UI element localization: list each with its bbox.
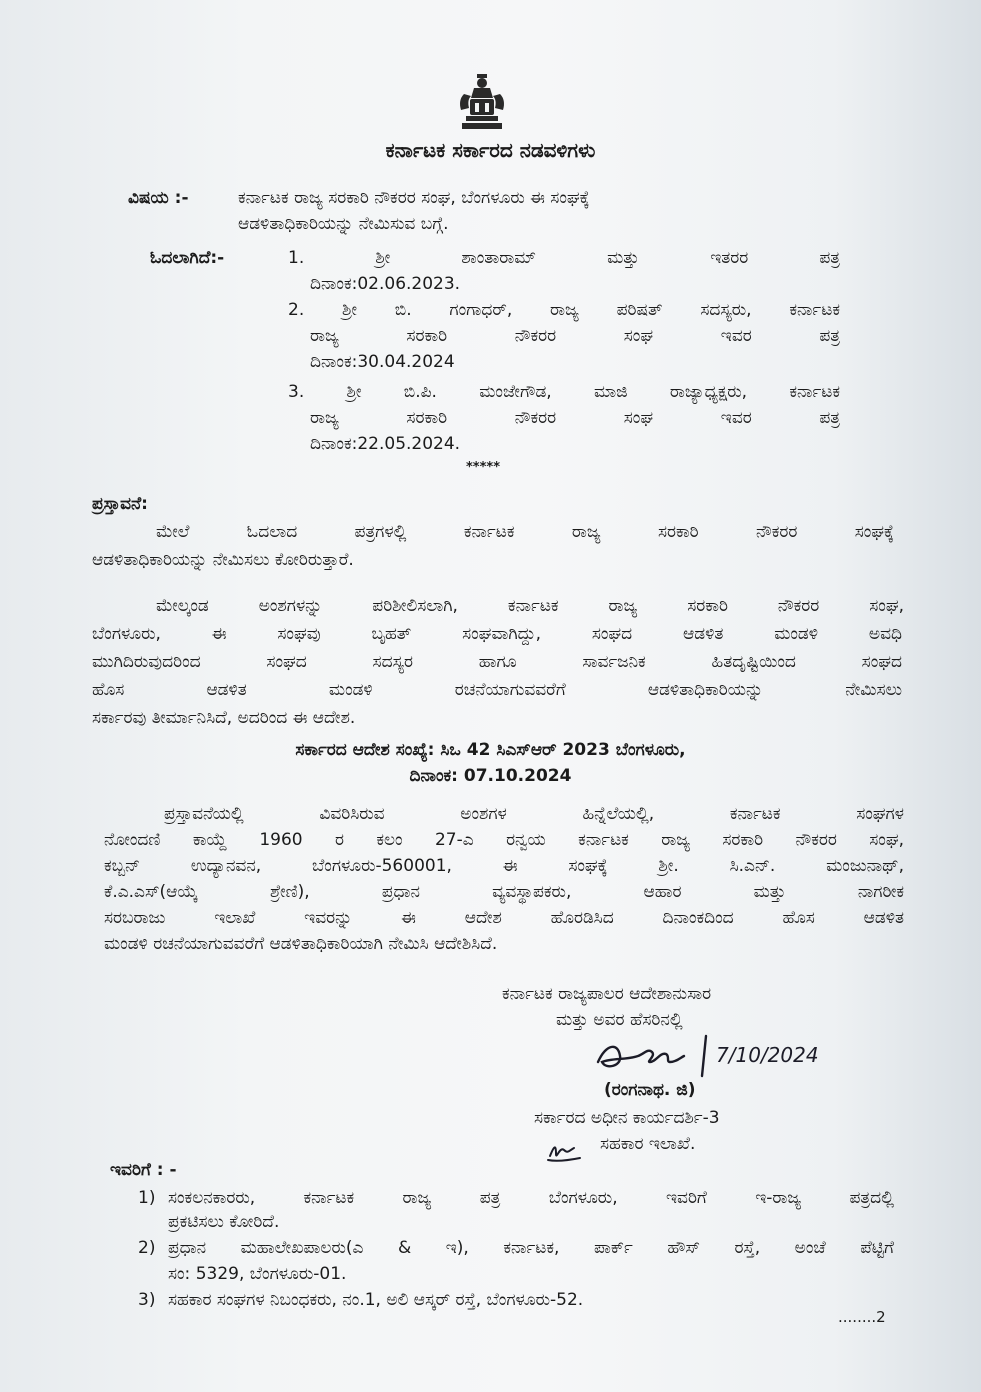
order-line: ನೋಂದಣಿ ಕಾಯ್ದೆ 1960 ರ ಕಲಂ 27-ಎ ರನ್ವಯ ಕರ್ನಾಟಕ ರಾಜ್ಯ ಸರಕಾರಿ ನೌಕರರ ಸಂಘ, — [104, 830, 904, 850]
order-number: ಸರ್ಕಾರದ ಆದೇಶ ಸಂಖ್ಯೆ: ಸಿಒ 42 ಸಿಎಸ್‌ಆರ್ 2023 ಬೆಂಗಳೂರು, — [295, 740, 686, 760]
reference-line: ರಾಜ್ಯ ಸರಕಾರಿ ನೌಕರರ ಸಂಘ ಇವರ ಪತ್ರ — [310, 408, 840, 428]
signatory-name: (ರಂಗನಾಥ. ಜಿ) — [604, 1080, 696, 1100]
preamble-line: ಹೊಸ ಆಡಳಿತ ಮಂಡಳಿ ರಚನೆಯಾಗುವವರೆಗೆ ಆಡಳಿತಾಧಿಕಾರಿಯನ್ನು ನೇಮಿಸಲು — [92, 680, 902, 700]
order-line: ಕಬ್ಬನ್ ಉದ್ಯಾನವನ, ಬೆಂಗಳೂರು-560001, ಈ ಸಂಘಕ್ಕೆ ಶ್ರೀ. ಸಿ.ಎನ್. ಮಂಜುನಾಥ್, — [104, 856, 904, 876]
preamble-line: ಮೇಲೆ ಓದಲಾದ ಪತ್ರಗಳಲ್ಲಿ ಕರ್ನಾಟಕ ರಾಜ್ಯ ಸರಕಾರಿ ನೌಕರರ ಸಂಘಕ್ಕೆ — [156, 522, 894, 542]
karnataka-emblem-icon — [452, 72, 512, 134]
preamble-heading: ಪ್ರಸ್ತಾವನೆ: — [92, 494, 148, 514]
recipient-line: ಸಂಕಲನಕಾರರು, ಕರ್ನಾಟಕ ರಾಜ್ಯ ಪತ್ರ ಬೆಂಗಳೂರು, ಇವರಿಗೆ ಇ-ರಾಜ್ಯ ಪತ್ರದಲ್ಲಿ — [168, 1188, 894, 1208]
handwritten-signature — [592, 1032, 832, 1080]
recipient-line: ಪ್ರಕಟಿಸಲು ಕೋರಿದೆ. — [168, 1212, 280, 1232]
subject-label: ವಿಷಯ :- — [128, 188, 189, 208]
preamble-line: ಮುಗಿದಿರುವುದರಿಂದ ಸಂಘದ ಸದಸ್ಯರ ಹಾಗೂ ಸಾರ್ವಜನಿಕ ಹಿತದೃಷ್ಟಿಯಿಂದ ಸಂಘದ — [92, 652, 902, 672]
preamble-line: ಆಡಳಿತಾಧಿಕಾರಿಯನ್ನು ನೇಮಿಸಲು ಕೋರಿರುತ್ತಾರೆ. — [92, 550, 354, 570]
reference-line: 1. ಶ್ರೀ ಶಾಂತಾರಾಮ್ ಮತ್ತು ಇತರರ ಪತ್ರ — [288, 248, 840, 268]
reference-line: ದಿನಾಂಕ:30.04.2024 — [310, 352, 455, 372]
initials-mark-icon — [546, 1138, 582, 1164]
order-line: ಮಂಡಳಿ ರಚನೆಯಾಗುವವರೆಗೆ ಆಡಳಿತಾಧಿಕಾರಿಯಾಗಿ ನೇಮಿಸಿ ಆದೇಶಿಸಿದೆ. — [104, 934, 498, 954]
order-line: ಸರಬರಾಜು ಇಲಾಖೆ ಇವರನ್ನು ಈ ಆದೇಶ ಹೊರಡಿಸಿದ ದಿನಾಂಕದಿಂದ ಹೊಸ ಆಡಳಿತ — [104, 908, 904, 928]
document-title: ಕರ್ನಾಟಕ ಸರ್ಕಾರದ ನಡವಳಿಗಳು — [385, 138, 596, 162]
signature-authority: ಮತ್ತು ಅವರ ಹೆಸರಿನಲ್ಲಿ — [556, 1010, 683, 1030]
recipient-line: ಸಹಕಾರ ಸಂಘಗಳ ನಿಬಂಧಕರು, ನಂ.1, ಅಲಿ ಆಸ್ಕರ್ ರಸ್ತೆ, ಬೆಂಗಳೂರು-52. — [168, 1290, 584, 1310]
signatory-designation: ಸರ್ಕಾರದ ಅಧೀನ ಕಾರ್ಯದರ್ಶಿ-3 — [534, 1108, 720, 1128]
signature-date: 7/10/2024 — [716, 1043, 819, 1067]
recipient-line: ಸಂ: 5329, ಬೆಂಗಳೂರು-01. — [168, 1264, 347, 1284]
order-line: ಕೆ.ಎ.ಎಸ್(ಆಯ್ಕೆ ಶ್ರೇಣಿ), ಪ್ರಧಾನ ವ್ಯವಸ್ಥಾಪಕರು, ಆಹಾರ ಮತ್ತು ನಾಗರೀಕ — [104, 882, 904, 902]
recipient-number: 1) — [138, 1188, 156, 1208]
subject-line: ಆಡಳಿತಾಧಿಕಾರಿಯನ್ನು ನೇಮಿಸುವ ಬಗ್ಗೆ. — [238, 214, 449, 234]
subject-line: ಕರ್ನಾಟಕ ರಾಜ್ಯ ಸರಕಾರಿ ನೌಕರರ ಸಂಘ, ಬೆಂಗಳೂರು ಈ ಸಂಘಕ್ಕೆ — [238, 188, 590, 208]
reference-line: ರಾಜ್ಯ ಸರಕಾರಿ ನೌಕರರ ಸಂಘ ಇವರ ಪತ್ರ — [310, 326, 840, 346]
references-label: ಓದಲಾಗಿದೆ:- — [150, 248, 225, 268]
order-date: ದಿನಾಂಕ: 07.10.2024 — [409, 766, 572, 786]
signature-authority: ಕರ್ನಾಟಕ ರಾಜ್ಯಪಾಲರ ಆದೇಶಾನುಸಾರ — [502, 984, 712, 1004]
preamble-line: ಮೇಲ್ಕಂಡ ಅಂಶಗಳನ್ನು ಪರಿಶೀಲಿಸಲಾಗಿ, ಕರ್ನಾಟಕ ರಾಜ್ಯ ಸರಕಾರಿ ನೌಕರರ ಸಂಘ, — [156, 596, 904, 616]
recipient-line: ಪ್ರಧಾನ ಮಹಾಲೇಖಪಾಲರು(ಎ & ಇ), ಕರ್ನಾಟಕ, ಪಾರ್ಕ್ ಹೌಸ್ ರಸ್ತೆ, ಅಂಚೆ ಪೆಟ್ಟಿಗೆ — [168, 1238, 894, 1258]
separator: ***** — [466, 460, 500, 475]
signatory-department: ಸಹಕಾರ ಇಲಾಖೆ. — [600, 1134, 696, 1154]
reference-line: 3. ಶ್ರೀ ಬಿ.ಪಿ. ಮಂಜೇಗೌಡ, ಮಾಜಿ ರಾಜ್ಯಾಧ್ಯಕ್ಷರು, ಕರ್ನಾಟಕ — [288, 382, 840, 402]
recipient-number: 3) — [138, 1290, 156, 1310]
reference-line: ದಿನಾಂಕ:02.06.2023. — [310, 274, 461, 294]
recipients-heading: ಇವರಿಗೆ : - — [110, 1160, 177, 1180]
page-number: ........2 — [838, 1308, 886, 1326]
order-line: ಪ್ರಸ್ತಾವನೆಯಲ್ಲಿ ವಿವರಿಸಿರುವ ಅಂಶಗಳ ಹಿನ್ನೆಲೆಯಲ್ಲಿ, ಕರ್ನಾಟಕ ಸಂಘಗಳ — [164, 804, 904, 824]
reference-line: ದಿನಾಂಕ:22.05.2024. — [310, 434, 461, 454]
reference-line: 2. ಶ್ರೀ ಬಿ. ಗಂಗಾಧರ್, ರಾಜ್ಯ ಪರಿಷತ್ ಸದಸ್ಯರು, ಕರ್ನಾಟಕ — [288, 300, 840, 320]
preamble-line: ಸರ್ಕಾರವು ತೀರ್ಮಾನಿಸಿದೆ, ಅದರಿಂದ ಈ ಆದೇಶ. — [92, 708, 356, 728]
recipient-number: 2) — [138, 1238, 156, 1258]
preamble-line: ಬೆಂಗಳೂರು, ಈ ಸಂಘವು ಬೃಹತ್ ಸಂಘವಾಗಿದ್ದು, ಸಂಘದ ಆಡಳಿತ ಮಂಡಳಿ ಅವಧಿ — [92, 624, 902, 644]
